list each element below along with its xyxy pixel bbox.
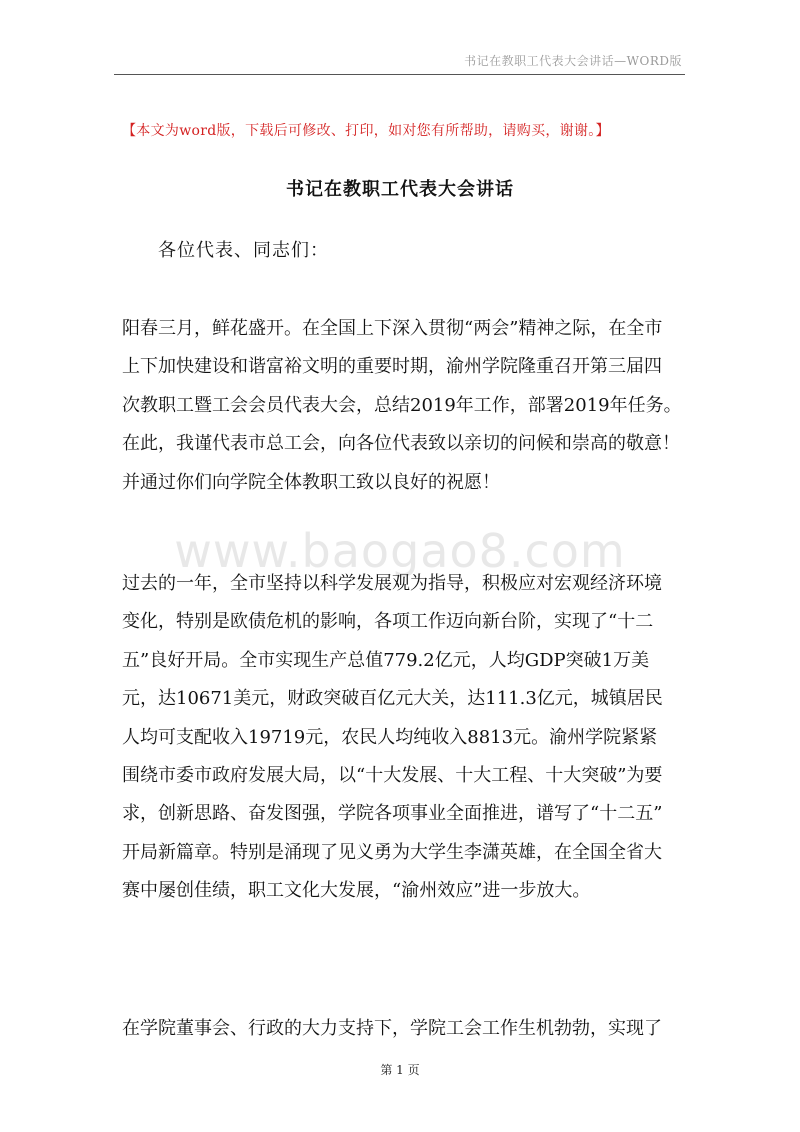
- paragraph-1: [122, 310, 682, 502]
- running-header: 书记在教职工代表大会讲话—WORD版: [464, 54, 682, 68]
- header-divider: [114, 74, 685, 75]
- salutation: 各位代表、同志们：: [158, 240, 329, 261]
- paragraph-line: 五”良好开局。全市实现生产总值779.2亿元，人均GDP突破1万美: [122, 649, 650, 671]
- paragraph-line: 过去的一年，全市坚持以科学发展观为指导，积极应对宏观经济环境: [122, 573, 662, 594]
- document-title: 书记在教职工代表大会讲话: [286, 179, 514, 200]
- paragraph-line: 赛中屡创佳绩，职工文化大发展，“渝州效应”进一步放大。: [122, 880, 591, 902]
- paragraph-line: 开局新篇章。特别是涌现了见义勇为大学生李潇英雄，在全国全省大: [122, 841, 662, 863]
- paragraph-3: [122, 1010, 682, 1048]
- paragraph-2: [122, 565, 682, 911]
- paragraph-line: 围绕市委市政府发展大局，以“十大发展、十大工程、十大突破”为要: [122, 764, 663, 786]
- purchase-notice: 【本文为word版，下载后可修改、打印，如对您有所帮助，请购买，谢谢。】: [122, 123, 610, 139]
- paragraph-line: 阳春三月，鲜花盛开。在全国上下深入贯彻“两会”精神之际，在全市: [122, 318, 663, 339]
- paragraph-line: 人均可支配收入19719元，农民人均纯收入8813元。渝州学院紧紧: [122, 726, 658, 748]
- watermark: www.baogao8.com: [174, 524, 626, 578]
- paragraph-line: 上下加快建设和谐富裕文明的重要时期，渝州学院隆重召开第三届四: [122, 356, 662, 378]
- paragraph-line: 在学院董事会、行政的大力支持下，学院工会工作生机勃勃，实现了: [122, 1018, 662, 1039]
- paragraph-line: 次教职工暨工会会员代表大会，总结2019年工作，部署2019年任务。: [122, 394, 682, 416]
- paragraph-line: 并通过你们向学院全体教职工致以良好的祝愿！: [122, 471, 500, 493]
- paragraph-line: 元，达10671美元，财政突破百亿元大关，达111.3亿元，城镇居民: [122, 688, 663, 710]
- paragraph-line: 求，创新思路、奋发图强，学院各项事业全面推进，谱写了“十二五”: [122, 803, 663, 825]
- page-number: 第 1 页: [380, 1063, 420, 1077]
- paragraph-line: 在此，我谨代表市总工会，向各位代表致以亲切的问候和崇高的敬意！: [122, 433, 680, 455]
- paragraph-line: 变化，特别是欧债危机的影响，各项工作迈向新台阶，实现了“十二: [122, 611, 654, 633]
